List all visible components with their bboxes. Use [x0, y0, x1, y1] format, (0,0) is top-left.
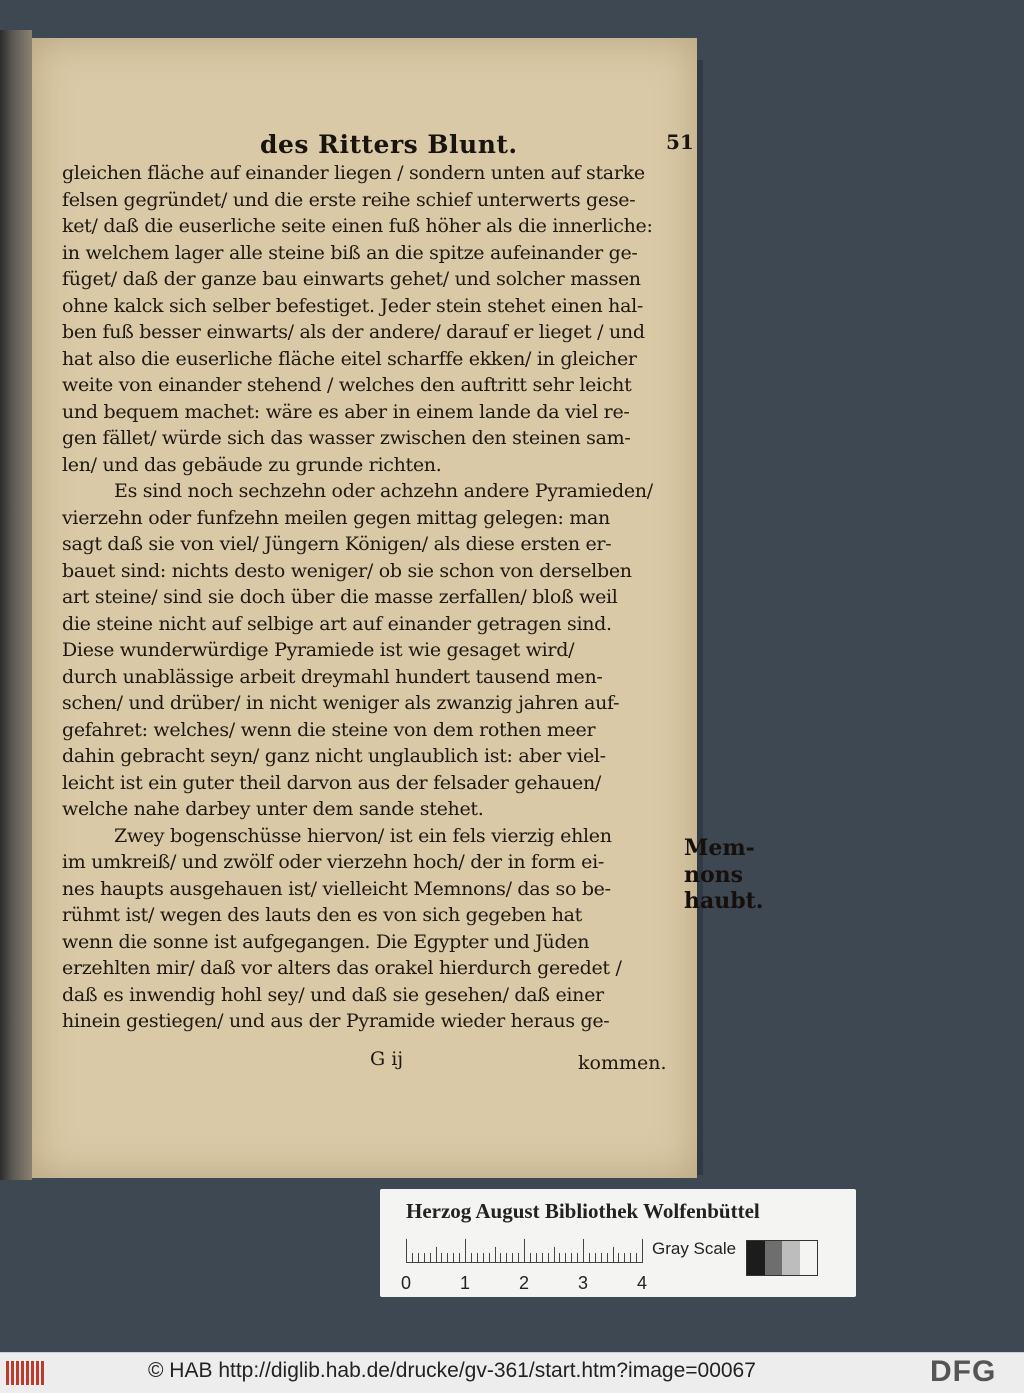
ruler-tick — [412, 1253, 413, 1263]
text-line: Zwey bogenschüsse hiervon/ ist ein fels vierzig ehlen — [114, 824, 612, 847]
book-edge — [0, 30, 32, 1180]
marginal-note — [684, 835, 763, 915]
text-line: leicht ist ein guter theil darvon aus der felsader gehauen/ — [62, 771, 602, 794]
ruler-tick — [489, 1253, 490, 1263]
text-line: Diese wunderwürdige Pyramiede ist wie gesaget wird/ — [62, 639, 575, 661]
ruler-tick — [613, 1247, 614, 1263]
text-line: hinein gestiegen/ und aus der Pyramide wieder heraus ge- — [62, 1010, 610, 1032]
text-line: felsen gegründet/ und die erste reihe schief unterwerts gese- — [62, 188, 636, 211]
gray-swatch — [747, 1241, 765, 1275]
text-line: ohne kalck sich selber befestiget. Jeder stein stehet einen hal- — [62, 294, 644, 317]
text-line: bauet sind: nichts desto weniger/ ob sie schon von derselben — [62, 559, 632, 582]
text-line: gen fället/ würde sich das wasser zwischen den steinen sam- — [62, 427, 631, 449]
ruler-tick — [636, 1253, 637, 1263]
ruler-tick — [465, 1239, 466, 1263]
text-line: weite von einander stehend / welches den auftritt sehr leicht — [62, 374, 632, 396]
ruler-tick — [618, 1253, 619, 1263]
text-line: die steine nicht auf selbige art auf einander getragen sind. — [62, 612, 612, 635]
ruler-tick — [554, 1247, 555, 1263]
text-line: welche nahe darbey unter dem sande stehet. — [62, 798, 484, 820]
body-text — [62, 160, 682, 1035]
calibration-card — [380, 1189, 856, 1297]
text-line: nes haupts ausgehauen ist/ vielleicht Memnons/ das so be- — [62, 877, 611, 900]
text-line: daß es inwendig hohl sey/ und daß sie gesehen/ daß einer — [62, 983, 604, 1006]
ruler-tick — [406, 1239, 407, 1263]
text-line: und bequem machet: wäre es aber in einem lande da viel re- — [62, 400, 630, 423]
ruler-tick — [506, 1253, 507, 1263]
ruler-tick — [436, 1247, 437, 1263]
text-line: len/ und das gebäude zu grunde richten. — [62, 453, 442, 476]
ruler-label: 1 — [460, 1273, 471, 1293]
ruler-tick — [447, 1253, 448, 1263]
text-line: dahin gebracht seyn/ ganz nicht unglaublich ist: aber viel- — [62, 745, 606, 767]
footer-credit-link[interactable]: © HAB http://diglib.hab.de/drucke/gv-361/start.htm?image=00067 — [148, 1359, 756, 1382]
ruler-tick — [595, 1253, 596, 1263]
scale-ruler — [406, 1237, 642, 1263]
ruler-tick — [624, 1253, 625, 1263]
ruler-label: 3 — [578, 1273, 589, 1293]
text-line: sagt daß sie von viel/ Jüngern Königen/ als diese ersten er- — [62, 533, 612, 555]
ruler-tick — [453, 1253, 454, 1263]
ruler-tick — [477, 1253, 478, 1263]
ruler-tick — [559, 1253, 560, 1263]
text-line: gleichen fläche auf einander liegen / sondern unten auf starke — [62, 162, 645, 184]
page-shadow — [697, 60, 703, 1175]
gray-swatch — [782, 1241, 800, 1275]
ruler-tick — [441, 1253, 442, 1263]
ruler-tick — [495, 1247, 496, 1263]
text-line: erzehlten mir/ daß vor alters das orakel hierdurch geredet / — [62, 957, 622, 979]
text-line: wenn die sonne ist aufgegangen. Die Egypter und Jüden — [62, 930, 590, 953]
ruler-tick — [577, 1253, 578, 1263]
ruler-tick — [536, 1253, 537, 1263]
marginal-note-line: nons — [684, 861, 744, 888]
ruler-tick — [483, 1253, 484, 1263]
dfg-logo: DFG — [930, 1355, 997, 1388]
ruler-tick — [542, 1253, 543, 1263]
gray-scale-swatch — [746, 1240, 818, 1276]
text-line: schen/ und drüber/ in nicht weniger als zwanzig jahren auf- — [62, 692, 620, 714]
text-line: füget/ daß der ganze bau einwarts gehet/ und solcher massen — [62, 268, 641, 290]
ruler-tick — [589, 1253, 590, 1263]
text-line: ket/ daß die euserliche seite einen fuß höher als die innerliche: — [62, 215, 653, 237]
text-line: gefahret: welches/ wenn die steine von dem rothen meer — [62, 718, 596, 741]
ruler-tick — [500, 1253, 501, 1263]
ruler-tick — [471, 1253, 472, 1263]
ruler-tick — [571, 1253, 572, 1263]
gray-swatch — [800, 1241, 818, 1275]
signature-mark: G ij — [370, 1048, 404, 1070]
text-line: ben fuß besser einwarts/ als der andere/ darauf er lieget / und — [62, 321, 645, 343]
text-line: art steine/ sind sie doch über die masse zerfallen/ bloß weil — [62, 586, 618, 608]
catchword: kommen. — [578, 1052, 667, 1074]
ruler-tick — [512, 1253, 513, 1263]
ruler-tick — [430, 1253, 431, 1263]
ruler-tick — [565, 1253, 566, 1263]
ruler-tick — [524, 1239, 525, 1263]
text-line: Es sind noch sechzehn oder achzehn andere Pyramieden/ — [114, 480, 653, 502]
ruler-tick — [630, 1253, 631, 1263]
text-line: rühmt ist/ wegen des lauts den es von sich gegeben hat — [62, 904, 583, 926]
text-line: in welchem lager alle steine biß an die spitze aufeinander ge- — [62, 241, 638, 264]
ruler-tick — [642, 1239, 643, 1263]
gray-swatch — [765, 1241, 783, 1275]
ruler-label: 0 — [401, 1273, 412, 1293]
ruler-tick — [548, 1253, 549, 1263]
text-line: vierzehn oder funfzehn meilen gegen mittag gelegen: man — [62, 506, 610, 529]
hab-logo-icon — [6, 1361, 44, 1385]
ruler-tick — [424, 1253, 425, 1263]
marginal-note-line: Mem- — [684, 835, 755, 861]
text-line: hat also die euserliche fläche eitel scharffe ekken/ in gleicher — [62, 347, 637, 370]
ruler-label: 4 — [637, 1273, 648, 1293]
marginal-note-line: haubt. — [684, 888, 764, 914]
ruler-label: 2 — [519, 1273, 530, 1293]
footer-bar — [0, 1352, 1024, 1393]
library-name: Herzog August Bibliothek Wolfenbüttel — [406, 1199, 760, 1223]
gray-scale-label: Gray Scale — [652, 1239, 737, 1258]
ruler-tick — [518, 1253, 519, 1263]
ruler-tick — [583, 1239, 584, 1263]
running-head: des Ritters Blunt. — [260, 130, 518, 159]
text-line: durch unablässige arbeit dreymahl hundert tausend men- — [62, 665, 603, 688]
page-number: 51 — [666, 130, 694, 154]
ruler-tick — [530, 1253, 531, 1263]
ruler-tick — [601, 1253, 602, 1263]
ruler-tick — [418, 1253, 419, 1263]
ruler-tick — [607, 1253, 608, 1263]
ruler-tick — [459, 1253, 460, 1263]
text-line: im umkreiß/ und zwölf oder vierzehn hoch/ der in form ei- — [62, 851, 604, 873]
